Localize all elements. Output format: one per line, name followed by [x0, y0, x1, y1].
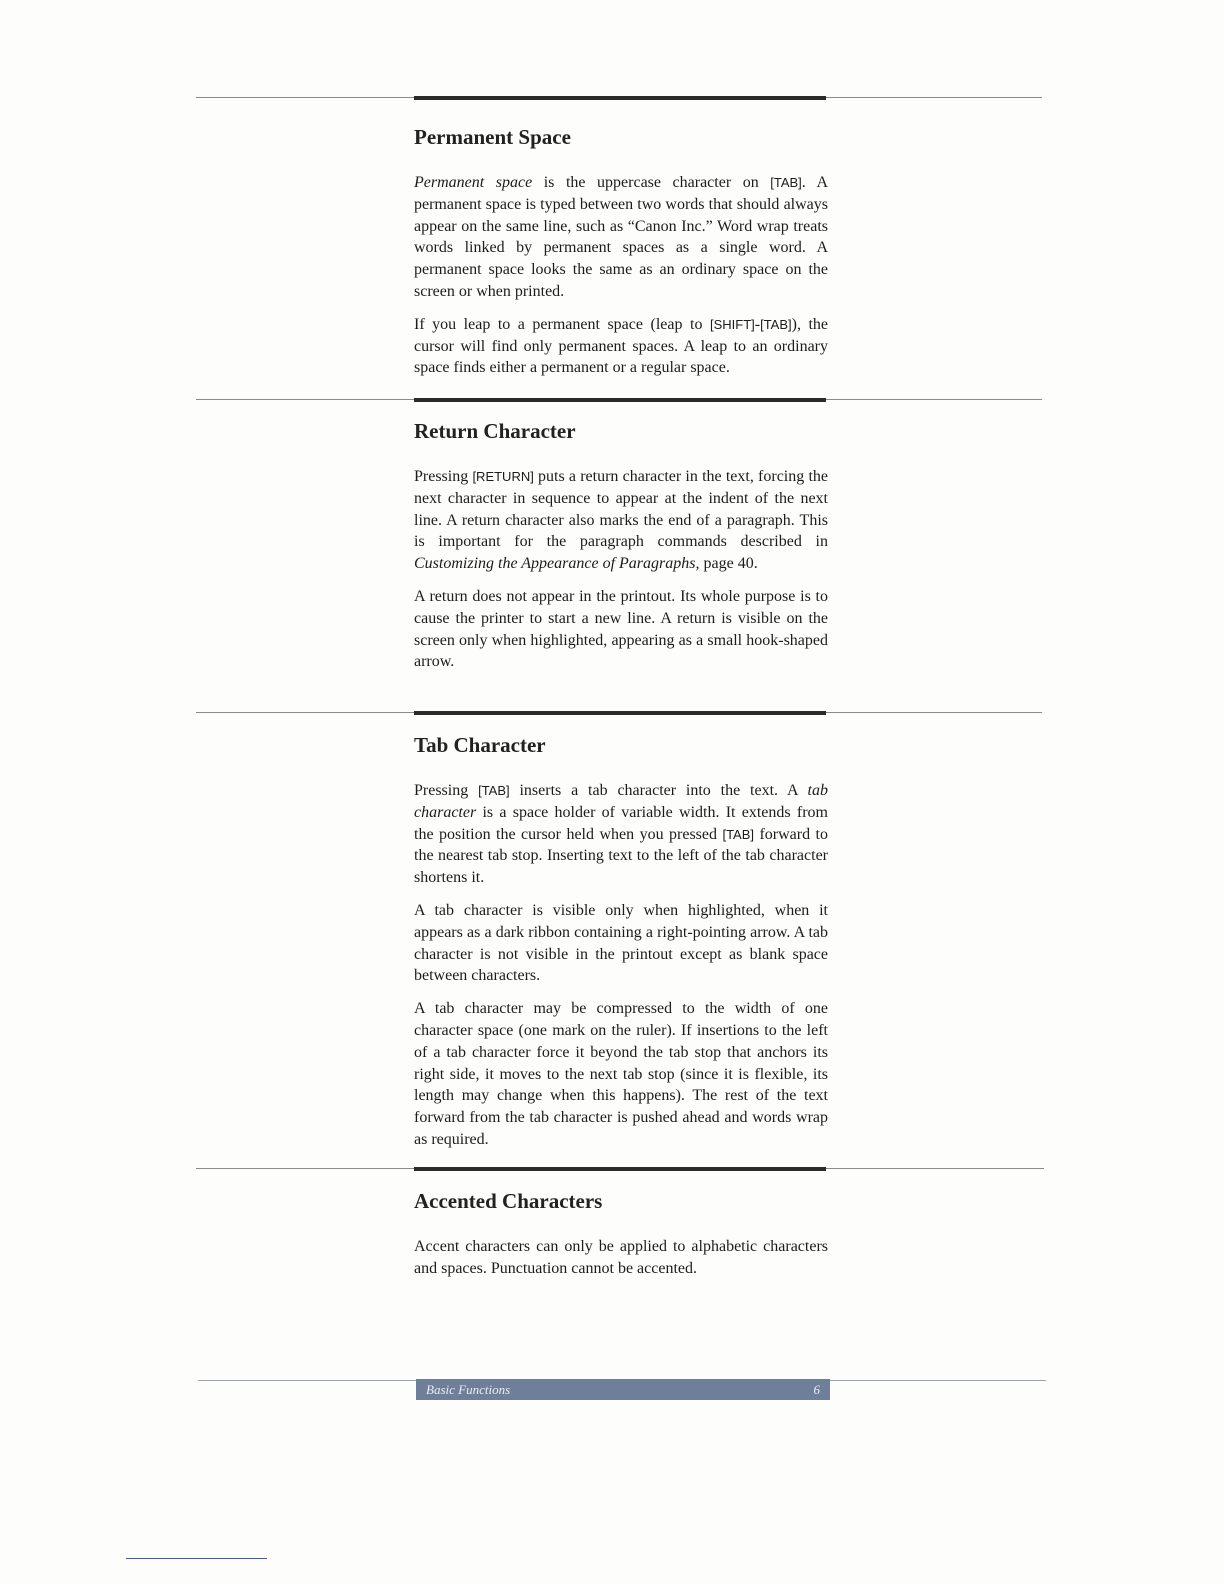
section-heading: Tab Character: [414, 733, 546, 757]
text-run: A tab character may be compressed to the width of one character space (one mark on the ruler). If insertions to the left of a tab character force it beyond the tab stop that anchors its right side, it moves to the next tab stop (since it is flexible, its length may change when this happens). The rest of the text forward from the tab character is pushed ahead and words wrap as required.: [414, 1000, 828, 1148]
key-label: [TAB]: [770, 175, 802, 190]
text-run: is a space holder of variable width. It extends from the position the cursor held when you pressed: [414, 803, 828, 843]
text-run: -: [754, 315, 761, 333]
section-permanent-space: [414, 125, 828, 390]
page-footer: [416, 1379, 830, 1400]
body-paragraph: [414, 1236, 828, 1280]
body-paragraph: [414, 586, 828, 673]
section-heading: Return Character: [414, 419, 576, 443]
text-run: Accent characters can only be applied to alphabetic characters and spaces. Punctuation cannot be accented.: [414, 1238, 828, 1277]
text-run: A return does not appear in the printout. Its whole purpose is to cause the printer to start a new line. A return is visible on the screen only when highlighted, appearing as a small hook-shaped arrow.: [414, 587, 828, 671]
body-paragraph: [414, 900, 828, 987]
key-label: [TAB]: [478, 783, 510, 798]
text-run: inserts a tab character into the text. A: [509, 782, 808, 799]
text-run: Pressing: [414, 468, 473, 485]
section-accented-characters: [414, 1189, 828, 1291]
section-return-character: [414, 419, 828, 684]
key-label: [RETURN]: [472, 469, 534, 484]
body-paragraph: [414, 998, 828, 1151]
body-paragraph: [414, 780, 828, 889]
italic-term: Customizing the Appearance of Paragraphs,: [414, 555, 700, 573]
key-label: [SHIFT]: [709, 316, 755, 332]
body-paragraph: [414, 314, 828, 379]
corner-mark-line: [126, 1558, 267, 1559]
section-divider-thick: [414, 711, 826, 715]
section-heading: Accented Characters: [414, 1189, 603, 1213]
section-divider-thick: [414, 398, 826, 402]
section-heading: Permanent Space: [414, 125, 571, 149]
footer-page-number: 6: [813, 1381, 820, 1397]
body-paragraph: [414, 466, 828, 575]
italic-term: Permanent space: [414, 174, 533, 191]
text-run: puts a return character in the text, forcing the next character in sequence to appear at the indent of the next line. A return character also marks the end of a paragraph. This is important for the paragraph commands described in: [414, 468, 828, 551]
key-label: [TAB]: [760, 316, 792, 332]
section-divider-thick: [414, 1167, 826, 1171]
key-label: [TAB]: [722, 826, 754, 842]
section-tab-character: [414, 733, 828, 1162]
section-divider-thick: [414, 96, 826, 100]
italic-term: tab character: [414, 782, 828, 821]
text-run: A tab character is visible only when highlighted, when it appears as a dark ribbon containing a right-pointing arrow. A tab character is not visible in the printout except as blank space between characters.: [414, 901, 828, 985]
body-paragraph: [414, 172, 828, 303]
text-run: If you leap to a permanent space (leap to: [414, 315, 710, 333]
footer-chapter-title: Basic Functions: [426, 1381, 511, 1397]
text-run: Pressing: [414, 782, 479, 799]
text-run: . A permanent space is typed between two words that should always appear on the same line, such as “Canon Inc.” Word wrap treats words linked by permanent spaces as a single word. A permanent space looks the same as an ordinary space on the screen or when printed.: [414, 174, 828, 300]
text-run: ), the cursor will find only permanent spaces. A leap to an ordinary space finds either a permanent or a regular space.: [414, 315, 829, 377]
text-run: is the uppercase character on: [532, 174, 771, 191]
text-run: page 40.: [699, 555, 758, 573]
text-run: forward to the nearest tab stop. Inserting text to the left of the tab character shortens it.: [414, 825, 828, 887]
